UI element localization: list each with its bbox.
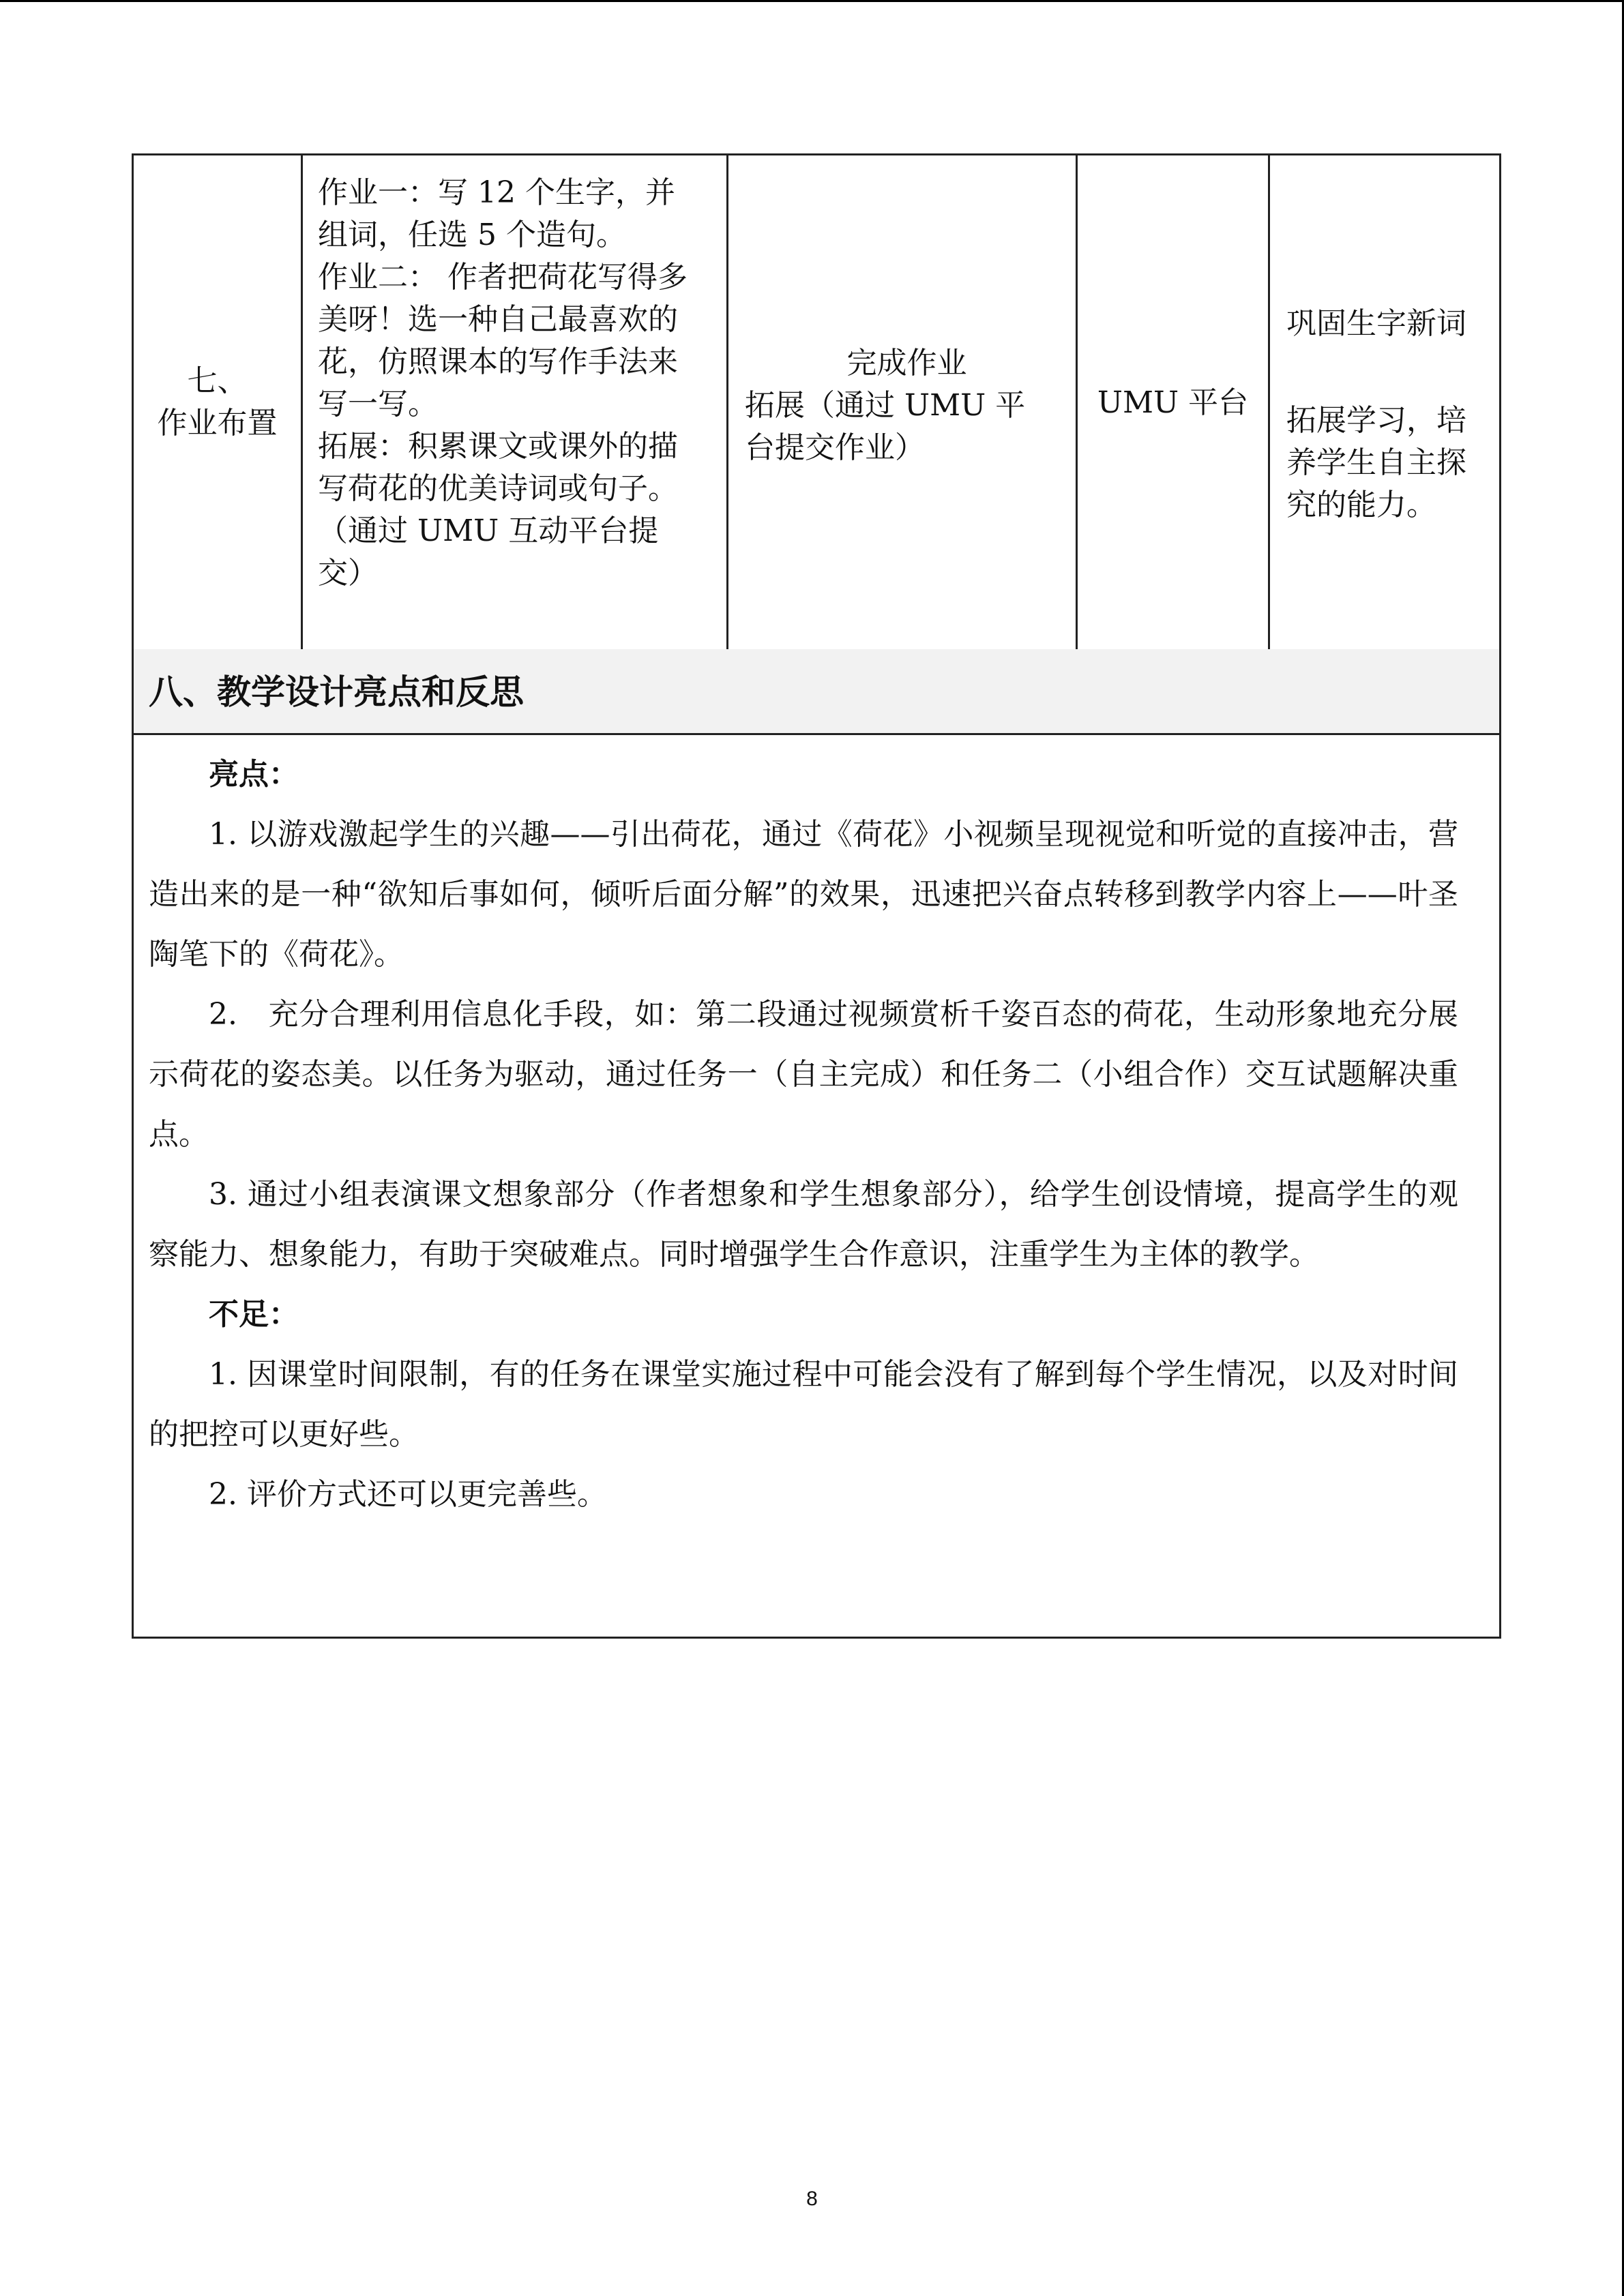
- stage-cell: [134, 155, 303, 649]
- purpose-line: 巩固生字新词: [1286, 306, 1466, 341]
- resource-cell: [1078, 155, 1270, 649]
- highlight-paragraph: 3. 通过小组表演课文想象部分（作者想象和学生想象部分），给学生创设情境，提高学生的观察能力、想象能力，有助于突破难点。同时增强学生合作意识，注重学生为主体的教学。: [149, 1177, 1458, 1272]
- content-line: 花，仿照课本的写作手法来: [318, 344, 678, 379]
- shortcoming-paragraph: 1. 因课堂时间限制，有的任务在课堂实施过程中可能会没有了解到每个学生情况，以及对时间的把控可以更好些。: [149, 1357, 1458, 1452]
- highlight-paragraph: 2. 充分合理利用信息化手段，如：第二段通过视频赏析千姿百态的荷花，生动形象地充分展示荷花的姿态美。以任务为驱动，通过任务一（自主完成）和任务二（小组合作）交互试题解决重点。: [149, 997, 1458, 1152]
- activity-line: 完成作业: [846, 346, 967, 381]
- purpose-line: 究的能力。: [1286, 488, 1436, 522]
- purpose-line: 养学生自主探: [1286, 445, 1466, 480]
- activity-line: 台提交作业）: [745, 430, 925, 465]
- content-line: 写荷花的优美诗词或句子。: [318, 471, 678, 506]
- page-number: 8: [806, 2188, 818, 2210]
- content-line: 美呀！选一种自己最喜欢的: [318, 302, 678, 337]
- section-body: [134, 735, 1499, 1525]
- stage-number: 七、: [187, 363, 248, 398]
- highlights-label: 亮点：: [209, 757, 299, 792]
- top-border-line: [0, 0, 1624, 2]
- shortcoming-paragraph: 2. 评价方式还可以更完善些。: [209, 1477, 607, 1512]
- content-line: 写一写。: [318, 387, 438, 421]
- highlight-paragraph: 1. 以游戏激起学生的兴趣——引出荷花，通过《荷花》小视频呈现视觉和听觉的直接冲击，营造出来的是一种“欲知后事如何，倾听后面分解”的效果，迅速把兴奋点转移到教学内容上——叶圣陶笔下的《荷花》。: [149, 817, 1458, 972]
- content-line: 作业一：写 12 个生字，并: [318, 175, 675, 210]
- shortcomings-label: 不足：: [209, 1297, 299, 1332]
- purpose-cell: [1270, 155, 1499, 649]
- stage-name: 作业布置: [157, 406, 278, 441]
- content-line: 组词，任选 5 个造句。: [318, 218, 626, 252]
- content-line: 作业二： 作者把荷花写得多: [318, 260, 688, 295]
- section-title: 八、教学设计亮点和反思: [134, 649, 1499, 735]
- purpose-line: 拓展学习，培: [1286, 403, 1466, 438]
- content-line: 拓展：积累课文或课外的描: [318, 429, 678, 464]
- content-cell: [303, 155, 728, 649]
- resource-text: UMU 平台: [1097, 385, 1249, 420]
- homework-table: [132, 153, 1501, 651]
- activity-line: 拓展（通过 UMU 平: [745, 388, 1026, 423]
- student-activity-cell: [728, 155, 1078, 649]
- content-line: （通过 UMU 互动平台提: [318, 513, 659, 548]
- reflection-section: [132, 649, 1501, 1639]
- content-line: 交）: [318, 556, 378, 591]
